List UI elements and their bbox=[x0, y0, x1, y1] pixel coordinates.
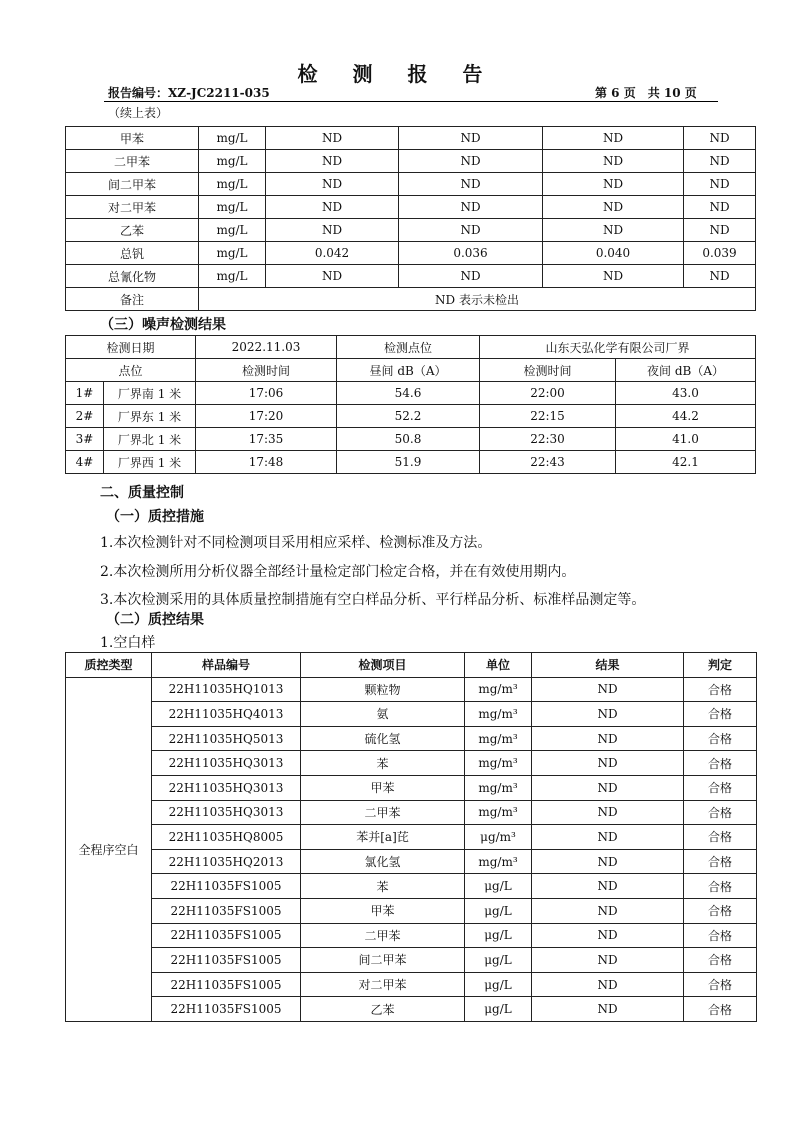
unit-cell: mg/m³ bbox=[465, 726, 532, 751]
header-qc-type: 质控类型 bbox=[66, 653, 152, 678]
item-cell: 甲苯 bbox=[66, 127, 199, 150]
value-cell: ND bbox=[266, 219, 399, 242]
result-cell: ND bbox=[532, 800, 684, 825]
date-label: 检测日期 bbox=[66, 336, 196, 359]
day-time: 17:35 bbox=[196, 428, 337, 451]
night-value: 41.0 bbox=[616, 428, 756, 451]
value-cell: 0.040 bbox=[543, 242, 684, 265]
table-row bbox=[66, 127, 756, 150]
unit-cell: mg/m³ bbox=[465, 800, 532, 825]
value-cell: 0.036 bbox=[399, 242, 543, 265]
day-value: 54.6 bbox=[337, 382, 480, 405]
unit-cell: mg/L bbox=[199, 196, 266, 219]
table-row bbox=[66, 242, 756, 265]
item-cell: 二甲苯 bbox=[66, 150, 199, 173]
item-cell: 氯化氢 bbox=[301, 849, 465, 874]
result-cell: ND bbox=[532, 702, 684, 727]
night-value: 44.2 bbox=[616, 405, 756, 428]
value-cell: ND bbox=[684, 150, 756, 173]
point-name: 厂界北 1 米 bbox=[104, 428, 196, 451]
col-point: 点位 bbox=[66, 359, 196, 382]
item-cell: 间二甲苯 bbox=[301, 948, 465, 973]
remark-text: ND 表示未检出 bbox=[199, 288, 756, 311]
point-no: 3# bbox=[66, 428, 104, 451]
unit-cell: μg/L bbox=[465, 972, 532, 997]
value-cell: ND bbox=[543, 127, 684, 150]
table-row bbox=[66, 898, 757, 923]
unit-cell: mg/L bbox=[199, 150, 266, 173]
item-cell: 硫化氢 bbox=[301, 726, 465, 751]
unit-cell: mg/L bbox=[199, 242, 266, 265]
judge-cell: 合格 bbox=[684, 997, 757, 1022]
point-no: 2# bbox=[66, 405, 104, 428]
judge-cell: 合格 bbox=[684, 702, 757, 727]
item-cell: 乙苯 bbox=[301, 997, 465, 1022]
day-time: 17:06 bbox=[196, 382, 337, 405]
col-time2: 检测时间 bbox=[480, 359, 616, 382]
header-unit: 单位 bbox=[465, 653, 532, 678]
result-cell: ND bbox=[532, 874, 684, 899]
table-row bbox=[66, 948, 757, 973]
table-row bbox=[66, 196, 756, 219]
judge-cell: 合格 bbox=[684, 972, 757, 997]
header-sample-id: 样品编号 bbox=[152, 653, 301, 678]
unit-cell: mg/m³ bbox=[465, 849, 532, 874]
point-label: 检测点位 bbox=[337, 336, 480, 359]
item-cell: 二甲苯 bbox=[301, 800, 465, 825]
value-cell: ND bbox=[399, 219, 543, 242]
sample-id-cell: 22H11035FS1005 bbox=[152, 997, 301, 1022]
day-value: 52.2 bbox=[337, 405, 480, 428]
unit-cell: mg/m³ bbox=[465, 702, 532, 727]
sample-id-cell: 22H11035HQ4013 bbox=[152, 702, 301, 727]
result-cell: ND bbox=[532, 849, 684, 874]
item-cell: 氨 bbox=[301, 702, 465, 727]
item-cell: 二甲苯 bbox=[301, 923, 465, 948]
blank-heading: 1.空白样 bbox=[100, 635, 156, 651]
value-cell: ND bbox=[266, 127, 399, 150]
blank-sample-table bbox=[65, 652, 757, 1022]
remark-row bbox=[66, 288, 756, 311]
item-cell: 总钒 bbox=[66, 242, 199, 265]
header-result: 结果 bbox=[532, 653, 684, 678]
value-cell: 0.039 bbox=[684, 242, 756, 265]
point-name: 厂界南 1 米 bbox=[104, 382, 196, 405]
table-row bbox=[66, 874, 757, 899]
unit-cell: μg/L bbox=[465, 874, 532, 899]
value-cell: ND bbox=[684, 127, 756, 150]
result-cell: ND bbox=[532, 948, 684, 973]
unit-cell: mg/L bbox=[199, 219, 266, 242]
value-cell: ND bbox=[399, 150, 543, 173]
sample-id-cell: 22H11035HQ3013 bbox=[152, 751, 301, 776]
value-cell: ND bbox=[543, 219, 684, 242]
night-time: 22:43 bbox=[480, 451, 616, 474]
remark-label: 备注 bbox=[66, 288, 199, 311]
judge-cell: 合格 bbox=[684, 677, 757, 702]
day-time: 17:20 bbox=[196, 405, 337, 428]
item-cell: 颗粒物 bbox=[301, 677, 465, 702]
judge-cell: 合格 bbox=[684, 849, 757, 874]
sample-id-cell: 22H11035HQ1013 bbox=[152, 677, 301, 702]
qc-measure-3: 3.本次检测采用的具体质量控制措施有空白样品分析、平行样品分析、标准样品测定等。 bbox=[100, 592, 646, 608]
value-cell: ND bbox=[543, 196, 684, 219]
table-row bbox=[66, 702, 757, 727]
value-cell: ND bbox=[543, 265, 684, 288]
item-cell: 甲苯 bbox=[301, 775, 465, 800]
value-cell: ND bbox=[399, 173, 543, 196]
date-value: 2022.11.03 bbox=[196, 336, 337, 359]
result-cell: ND bbox=[532, 997, 684, 1022]
item-cell: 甲苯 bbox=[301, 898, 465, 923]
judge-cell: 合格 bbox=[684, 898, 757, 923]
result-cell: ND bbox=[532, 825, 684, 850]
value-cell: ND bbox=[684, 219, 756, 242]
noise-table bbox=[65, 335, 756, 474]
item-cell: 对二甲苯 bbox=[66, 196, 199, 219]
judge-cell: 合格 bbox=[684, 825, 757, 850]
night-value: 43.0 bbox=[616, 382, 756, 405]
day-time: 17:48 bbox=[196, 451, 337, 474]
judge-cell: 合格 bbox=[684, 726, 757, 751]
qc-type-cell: 全程序空白 bbox=[66, 677, 152, 1021]
day-value: 50.8 bbox=[337, 428, 480, 451]
night-time: 22:30 bbox=[480, 428, 616, 451]
judge-cell: 合格 bbox=[684, 874, 757, 899]
page-info: 第 6 页 共 10 页 bbox=[595, 86, 697, 100]
unit-cell: mg/m³ bbox=[465, 751, 532, 776]
judge-cell: 合格 bbox=[684, 751, 757, 776]
header-judge: 判定 bbox=[684, 653, 757, 678]
table-row bbox=[66, 428, 756, 451]
result-cell: ND bbox=[532, 677, 684, 702]
day-value: 51.9 bbox=[337, 451, 480, 474]
blank-header-row bbox=[66, 653, 757, 678]
unit-cell: mg/m³ bbox=[465, 775, 532, 800]
table-row bbox=[66, 849, 757, 874]
qc-measures-heading: （一）质控措施 bbox=[106, 509, 204, 525]
table-row bbox=[66, 405, 756, 428]
sample-id-cell: 22H11035HQ8005 bbox=[152, 825, 301, 850]
item-cell: 苯 bbox=[301, 874, 465, 899]
table-row bbox=[66, 997, 757, 1022]
table-row bbox=[66, 173, 756, 196]
value-cell: ND bbox=[399, 196, 543, 219]
sample-id-cell: 22H11035HQ2013 bbox=[152, 849, 301, 874]
value-cell: ND bbox=[266, 196, 399, 219]
value-cell: ND bbox=[266, 173, 399, 196]
continued-note: （续上表） bbox=[108, 106, 169, 120]
result-cell: ND bbox=[532, 898, 684, 923]
item-cell: 对二甲苯 bbox=[301, 972, 465, 997]
item-cell: 总氰化物 bbox=[66, 265, 199, 288]
sample-id-cell: 22H11035FS1005 bbox=[152, 923, 301, 948]
point-no: 4# bbox=[66, 451, 104, 474]
item-cell: 间二甲苯 bbox=[66, 173, 199, 196]
qc-measure-2: 2.本次检测所用分析仪器全部经计量检定部门检定合格，并在有效使用期内。 bbox=[100, 564, 576, 580]
header-item: 检测项目 bbox=[301, 653, 465, 678]
item-cell: 乙苯 bbox=[66, 219, 199, 242]
unit-cell: mg/L bbox=[199, 127, 266, 150]
table-row bbox=[66, 265, 756, 288]
unit-cell: μg/L bbox=[465, 923, 532, 948]
report-number: 报告编号：XZ-JC2211-035 bbox=[108, 86, 270, 100]
sample-id-cell: 22H11035HQ5013 bbox=[152, 726, 301, 751]
qc-heading: 二、质量控制 bbox=[100, 485, 184, 501]
point-value: 山东天弘化学有限公司厂界 bbox=[480, 336, 756, 359]
table-row bbox=[66, 726, 757, 751]
header-rule bbox=[104, 101, 718, 102]
sample-id-cell: 22H11035HQ3013 bbox=[152, 800, 301, 825]
value-cell: ND bbox=[543, 173, 684, 196]
item-cell: 苯 bbox=[301, 751, 465, 776]
sample-id-cell: 22H11035FS1005 bbox=[152, 898, 301, 923]
table-row bbox=[66, 972, 757, 997]
judge-cell: 合格 bbox=[684, 948, 757, 973]
qc-results-heading: （二）质控结果 bbox=[106, 612, 204, 628]
table-row bbox=[66, 382, 756, 405]
sample-id-cell: 22H11035HQ3013 bbox=[152, 775, 301, 800]
col-time: 检测时间 bbox=[196, 359, 337, 382]
result-cell: ND bbox=[532, 751, 684, 776]
noise-row-date bbox=[66, 336, 756, 359]
qc-measure-1: 1.本次检测针对不同检测项目采用相应采样、检测标准及方法。 bbox=[100, 535, 492, 551]
noise-header-row bbox=[66, 359, 756, 382]
table-row bbox=[66, 775, 757, 800]
table-row bbox=[66, 150, 756, 173]
value-cell: ND bbox=[266, 150, 399, 173]
result-cell: ND bbox=[532, 775, 684, 800]
point-name: 厂界东 1 米 bbox=[104, 405, 196, 428]
value-cell: ND bbox=[684, 173, 756, 196]
point-name: 厂界西 1 米 bbox=[104, 451, 196, 474]
sample-id-cell: 22H11035FS1005 bbox=[152, 972, 301, 997]
col-day: 昼间 dB（A） bbox=[337, 359, 480, 382]
table-row bbox=[66, 825, 757, 850]
value-cell: ND bbox=[543, 150, 684, 173]
unit-cell: mg/L bbox=[199, 265, 266, 288]
unit-cell: mg/m³ bbox=[465, 677, 532, 702]
judge-cell: 合格 bbox=[684, 800, 757, 825]
value-cell: ND bbox=[399, 127, 543, 150]
item-cell: 苯并[a]芘 bbox=[301, 825, 465, 850]
col-night: 夜间 dB（A） bbox=[616, 359, 756, 382]
noise-heading: （三）噪声检测结果 bbox=[100, 317, 226, 333]
unit-cell: mg/L bbox=[199, 173, 266, 196]
value-cell: 0.042 bbox=[266, 242, 399, 265]
table-row bbox=[66, 677, 757, 702]
sample-id-cell: 22H11035FS1005 bbox=[152, 948, 301, 973]
judge-cell: 合格 bbox=[684, 923, 757, 948]
table-row bbox=[66, 923, 757, 948]
value-cell: ND bbox=[399, 265, 543, 288]
result-cell: ND bbox=[532, 923, 684, 948]
table-row bbox=[66, 800, 757, 825]
sample-id-cell: 22H11035FS1005 bbox=[152, 874, 301, 899]
unit-cell: μg/m³ bbox=[465, 825, 532, 850]
night-time: 22:00 bbox=[480, 382, 616, 405]
judge-cell: 合格 bbox=[684, 775, 757, 800]
unit-cell: μg/L bbox=[465, 948, 532, 973]
value-cell: ND bbox=[684, 265, 756, 288]
value-cell: ND bbox=[266, 265, 399, 288]
table-row bbox=[66, 751, 757, 776]
night-time: 22:15 bbox=[480, 405, 616, 428]
unit-cell: μg/L bbox=[465, 898, 532, 923]
table-row bbox=[66, 451, 756, 474]
value-cell: ND bbox=[684, 196, 756, 219]
result-cell: ND bbox=[532, 972, 684, 997]
unit-cell: μg/L bbox=[465, 997, 532, 1022]
water-results-table bbox=[65, 126, 756, 311]
table-row bbox=[66, 219, 756, 242]
night-value: 42.1 bbox=[616, 451, 756, 474]
result-cell: ND bbox=[532, 726, 684, 751]
page-title: 检 测 报 告 bbox=[297, 62, 497, 86]
point-no: 1# bbox=[66, 382, 104, 405]
